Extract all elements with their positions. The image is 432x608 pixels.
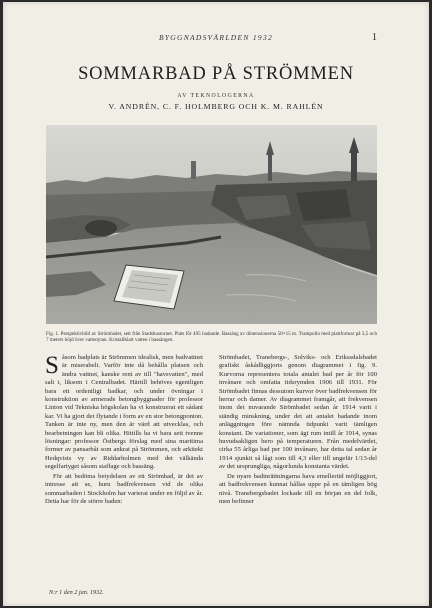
paragraph: De nyare badinrättningarna hava emellertid möjliggjort, att badfrekvensen kunnat hållas uppe på en tämligen hög nivå. Tranebergsbadet lockade till en början en del folk, men befinner [219, 472, 377, 505]
figure-caption: Fig. 1. Perspektivbild av Strömbadet, sett från Stadshustornet. Plats för 495 badande. Bassäng av dimensionerna 50×15 m. Trampolin med plattformar på 3,5 och 7 meters höjd över vattenytan. Kristallklart vatten i bassängen. [46, 331, 377, 344]
paragraph-text: åsom badplats är Strömmen idealisk, men badvattnet är miserabelt. Varför inte då behålla platsen och ändra vattnet, kanske rent av till "havsvatten", med salt i, liksom i Centralbadet. Härtill behöves egentligen bara ett ordentligt badkar, och under övningar i konstruktion av armerade betongbyggnader för professor Linton vid Tekniska högskolan ha vi konstruerat ett sådant kar. Vi ha gjort det flytande i form av en stor betongponton. Tanken är inte ny, men den är värd att utvecklas, och bearbetningen kan bli olika. Hittills ha vi bara sett tvenne lösningar: professor Östbergs förslag med sina maritima former av pansarbåt som ankrat på Strömmen, och arkitekt Hedqvists vy av Riddarholmen med det välkända segelfartyget såsom staffage och bassäng. [45, 354, 203, 471]
body-column-right [219, 354, 377, 507]
running-head: BYGGNADSVÄRLDEN 1932 [158, 33, 274, 42]
byline-prefix: AV TEKNOLOGERNA [177, 93, 255, 99]
article-authors: V. ANDRÉN, C. F. HOLMBERG OCH K. M. RAHLÉN [108, 102, 324, 111]
drop-cap: S [45, 352, 59, 379]
article-title: SOMMARBAD PÅ STRÖMMEN [78, 64, 354, 84]
paragraph: Strömbadet, Tranebergs-, Solviks- och Erikssdalsbadet grafiskt åskådliggjorts genom diagrammet i fig. 9. Kurvorna representera totala antalet bad per år för 100 invånare och omfatta tidsrymden 1906 till 1931. För Strömbadet finnas dessutom kurvor över badfrekvensen för herrar och damer. Av diagrammet framgår, att frekvensen inom det nuvarande Strömbadet sedan år 1914 varit i ständig minskning, under det att antalet badande inom anläggningen före nämnda tidpunkt varit tämligen konstant. De variationer, som ägt rum intill år 1914, synas huvudsakligen bero på temperaturen. Från medelvärdet, cirka 55 årliga bad per 100 invånare, har detta tal sedan år 1914 sjunkit så lågt som till 4,3 eller till ungefär 1/13-del av det ursprungliga, någorlunda konstanta värdet. [219, 354, 377, 471]
paragraph [45, 354, 203, 472]
paragraph: För att bedöma betydelsen av ett Strömbad, är det av intresse att se, huru badfrekvensen vid de olika sommarbaden i Stockholm har varierat under en följd av år. Detta har för de större baden: [45, 472, 203, 505]
aerial-photo [46, 125, 377, 324]
body-column-left [45, 354, 203, 507]
issue-note: N:r 1 den 2 jan. 1932. [49, 589, 104, 596]
magazine-page [3, 2, 429, 606]
page-number: 1 [372, 32, 377, 43]
